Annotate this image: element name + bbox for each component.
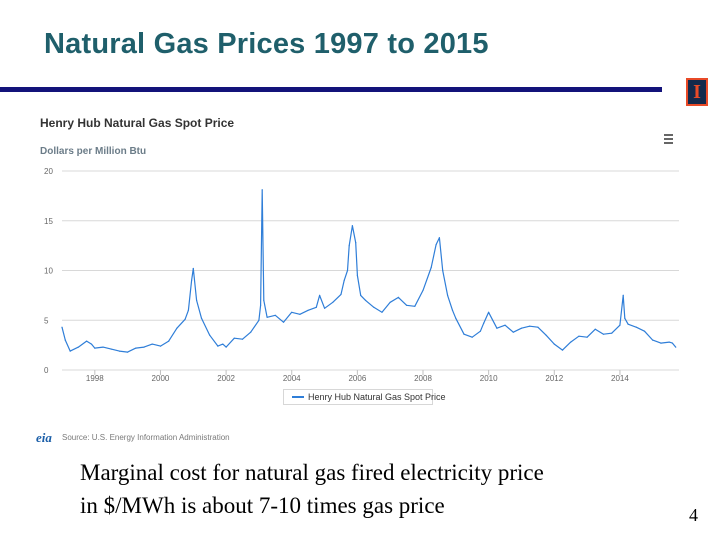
data-point: [381, 312, 382, 313]
data-point: [562, 350, 563, 351]
data-point: [480, 331, 481, 332]
data-point: [188, 310, 189, 311]
data-point: [422, 290, 423, 291]
data-point: [347, 270, 348, 271]
y-tick-label: 5: [44, 316, 49, 326]
data-point: [357, 275, 358, 276]
data-point: [439, 237, 440, 238]
data-point: [193, 268, 194, 269]
y-axis-label: Dollars per Million Btu: [40, 146, 147, 157]
data-point: [119, 351, 120, 352]
data-point: [628, 324, 629, 325]
x-tick-label: 2012: [545, 374, 564, 383]
caption-line-2: in $/MWh is about 7-10 times gas price: [80, 493, 445, 518]
slide-title: Natural Gas Prices 1997 to 2015: [44, 28, 489, 60]
data-point: [505, 325, 506, 326]
y-tick-label: 15: [44, 216, 53, 226]
data-point: [452, 310, 453, 311]
data-point: [111, 349, 112, 350]
y-tick-label: 10: [44, 266, 53, 276]
data-point: [176, 328, 177, 329]
data-point: [644, 331, 645, 332]
data-point: [152, 344, 153, 345]
x-tick-label: 2008: [414, 374, 432, 383]
data-point: [324, 308, 325, 309]
data-point: [127, 352, 128, 353]
data-point: [283, 322, 284, 323]
data-point: [521, 328, 522, 329]
data-point: [91, 344, 92, 345]
x-tick-label: 2010: [479, 374, 498, 383]
source-note: Source: U.S. Energy Information Administration: [62, 433, 230, 442]
data-point: [260, 305, 261, 306]
data-point: [488, 312, 489, 313]
data-point: [414, 306, 415, 307]
x-tick-label: 2014: [611, 374, 629, 383]
data-point: [258, 320, 259, 321]
data-point: [355, 242, 356, 243]
data-point: [595, 329, 596, 330]
caption-line-1: Marginal cost for natural gas fired electricity price: [80, 460, 544, 485]
chart-legend[interactable]: [283, 389, 446, 405]
chart-title: Henry Hub Natural Gas Spot Price: [40, 116, 235, 130]
data-point: [61, 327, 62, 328]
data-point: [143, 347, 144, 348]
data-point: [406, 305, 407, 306]
data-point: [263, 300, 264, 301]
data-point: [652, 340, 653, 341]
data-point: [70, 351, 71, 352]
data-point: [554, 344, 555, 345]
data-point: [275, 315, 276, 316]
data-point: [675, 347, 676, 348]
data-point: [603, 334, 604, 335]
data-point: [102, 347, 103, 348]
data-point: [86, 341, 87, 342]
data-point: [570, 342, 571, 343]
x-tick-label: 2004: [282, 374, 301, 383]
data-point: [529, 326, 530, 327]
data-point: [442, 270, 443, 271]
data-point: [319, 295, 320, 296]
data-point: [352, 225, 353, 226]
data-point: [349, 245, 350, 246]
data-point: [226, 347, 227, 348]
data-point: [262, 189, 263, 190]
data-point: [660, 343, 661, 344]
data-point: [191, 280, 192, 281]
data-point: [168, 341, 169, 342]
data-point: [513, 332, 514, 333]
data-point: [463, 334, 464, 335]
data-point: [65, 340, 66, 341]
data-point: [308, 310, 309, 311]
data-point: [390, 302, 391, 303]
data-point: [316, 307, 317, 308]
data-point: [455, 318, 456, 319]
x-tick-label: 2006: [348, 374, 367, 383]
data-point: [546, 335, 547, 336]
data-point: [217, 346, 218, 347]
data-point: [623, 295, 624, 296]
logo-letter: I: [693, 81, 701, 103]
data-point: [242, 339, 243, 340]
y-tick-label: 20: [44, 167, 53, 176]
page-number: 4: [689, 505, 698, 525]
data-point: [431, 267, 432, 268]
data-point: [360, 295, 361, 296]
data-point: [672, 343, 673, 344]
data-point: [447, 295, 448, 296]
slide-caption: [80, 456, 544, 522]
legend-label: Henry Hub Natural Gas Spot Price: [308, 392, 446, 402]
data-point: [267, 317, 268, 318]
data-point: [209, 335, 210, 336]
data-point: [472, 337, 473, 338]
data-point: [234, 338, 235, 339]
data-point: [160, 346, 161, 347]
data-point: [135, 348, 136, 349]
data-point: [373, 307, 374, 308]
data-point: [299, 314, 300, 315]
x-tick-label: 1998: [85, 374, 104, 383]
x-tick-label: 2002: [217, 374, 235, 383]
data-point: [365, 300, 366, 301]
data-point: [398, 297, 399, 298]
y-tick-label: 0: [44, 366, 49, 375]
data-point: [496, 328, 497, 329]
data-point: [196, 300, 197, 301]
data-point: [222, 344, 223, 345]
data-point: [94, 348, 95, 349]
data-point: [578, 336, 579, 337]
data-point: [537, 327, 538, 328]
data-point: [669, 342, 670, 343]
data-point: [201, 318, 202, 319]
data-point: [250, 332, 251, 333]
data-point: [185, 319, 186, 320]
data-point: [332, 302, 333, 303]
data-point: [483, 323, 484, 324]
data-point: [78, 347, 79, 348]
data-point: [436, 244, 437, 245]
data-point: [619, 325, 620, 326]
data-point: [340, 294, 341, 295]
data-point: [291, 312, 292, 313]
data-point: [636, 327, 637, 328]
x-tick-label: 2000: [151, 374, 170, 383]
legend-swatch: [292, 396, 304, 398]
data-point: [611, 333, 612, 334]
eia-logo: eia: [36, 430, 52, 445]
data-point: [587, 337, 588, 338]
data-point: [624, 318, 625, 319]
data-point: [344, 280, 345, 281]
